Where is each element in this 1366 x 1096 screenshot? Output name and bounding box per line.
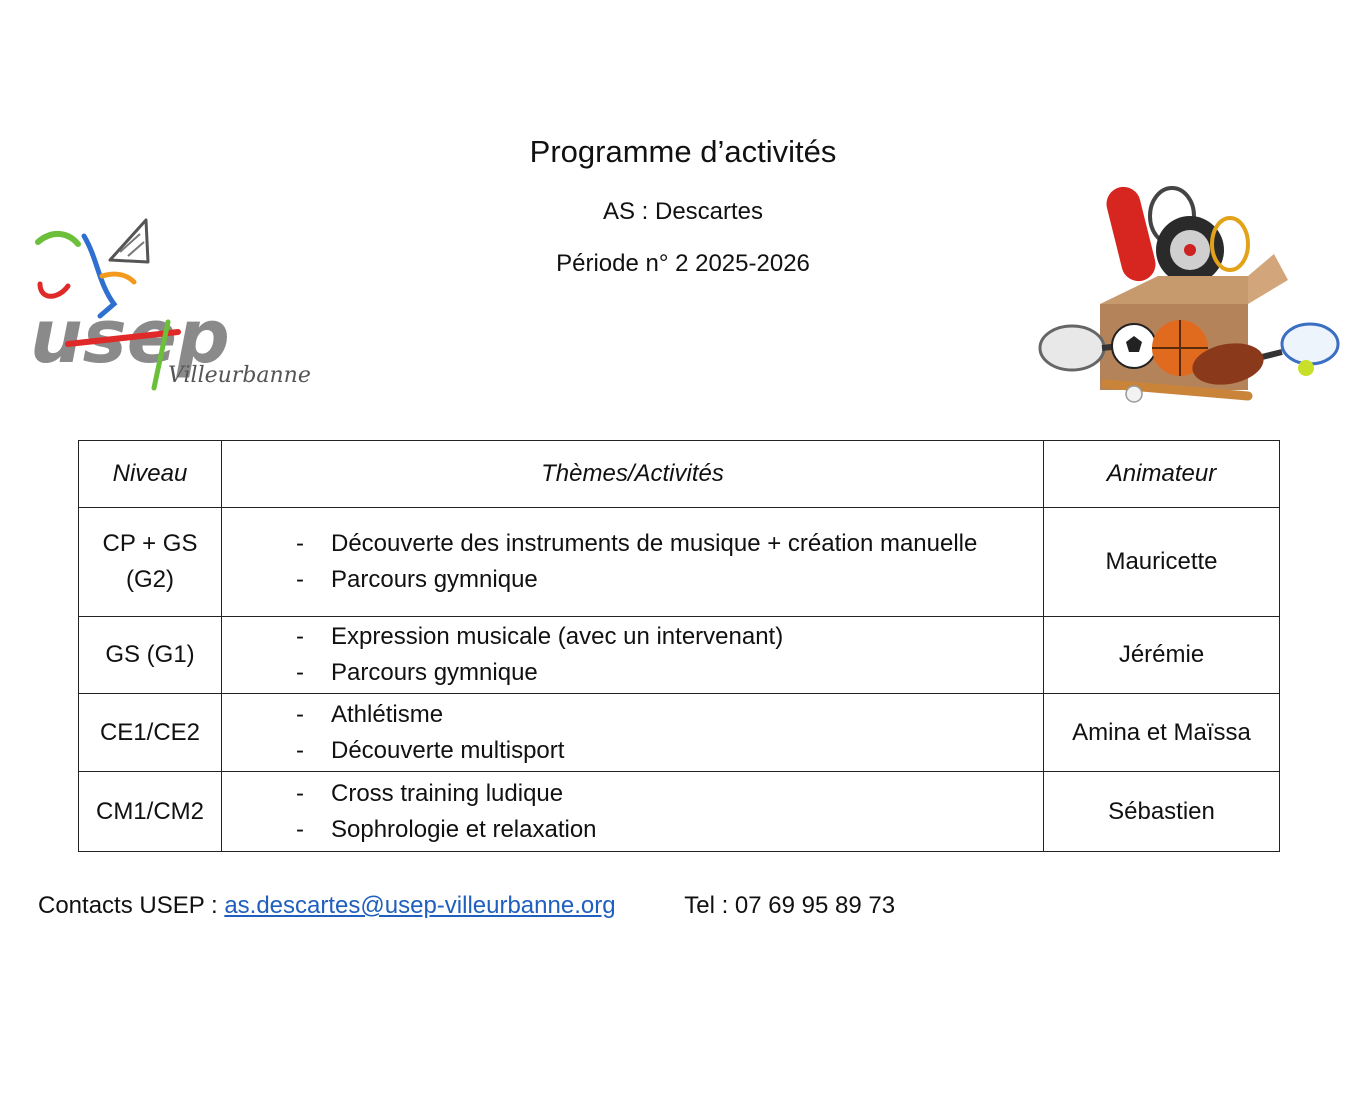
contact-phone: Tel : 07 69 95 89 73 [684, 892, 896, 919]
table-row [79, 694, 1280, 772]
logo-figure-orange [102, 274, 134, 282]
level-cell: CM1/CM2 [79, 772, 222, 852]
leader-cell: Jérémie [1044, 617, 1280, 694]
contact-label: Contacts USEP : [38, 892, 218, 919]
activities-table [78, 440, 1280, 852]
header-level: Niveau [79, 441, 222, 508]
level-cell: GS (G1) [79, 617, 222, 694]
table-row [79, 508, 1280, 617]
contact-line [38, 892, 895, 920]
activities-cell [222, 694, 1044, 772]
soccer-ball-icon [1112, 324, 1156, 368]
as-name: AS : Descartes [602, 198, 764, 225]
logo-city: Villeurbanne [168, 363, 311, 388]
sports-equipment-image [1038, 184, 1348, 406]
contact-email-link[interactable]: as.descartes@usep-villeurbanne.org [224, 892, 616, 919]
period-label: Période n° 2 2025-2026 [556, 250, 810, 277]
table-row [79, 617, 1280, 694]
activities-cell [222, 617, 1044, 694]
activity-item: - Découverte des instruments de musique + création manuelle [296, 526, 1043, 562]
logo-word: usep [30, 294, 230, 380]
activity-item: - Parcours gymnique [296, 655, 1043, 691]
level-cell: CE1/CE2 [79, 694, 222, 772]
level-cell: CP + GS (G2) [79, 508, 222, 617]
table-row [79, 772, 1280, 852]
tennis-racket-right-icon [1250, 324, 1338, 376]
activities-cell [222, 508, 1044, 617]
page-title: Programme d’activités [529, 134, 837, 169]
leader-cell: Amina et Maïssa [1044, 694, 1280, 772]
header-leader: Animateur [1044, 441, 1280, 508]
table-header-row [79, 441, 1280, 508]
activities-cell [222, 772, 1044, 852]
skateboard-icon [1103, 183, 1159, 284]
activity-item: - Athlétisme [296, 697, 1043, 733]
activity-item: - Expression musicale (avec un intervenant) [296, 619, 1043, 655]
activity-item: - Sophrologie et relaxation [296, 812, 1043, 848]
leader-cell: Mauricette [1044, 508, 1280, 617]
activity-item: - Parcours gymnique [296, 562, 1043, 598]
leader-cell: Sébastien [1044, 772, 1280, 852]
activity-item: - Découverte multisport [296, 733, 1043, 769]
logo-figure-green [38, 234, 78, 244]
header-themes: Thèmes/Activités [222, 441, 1044, 508]
usep-logo [28, 212, 311, 396]
activity-item: - Cross training ludique [296, 776, 1043, 812]
